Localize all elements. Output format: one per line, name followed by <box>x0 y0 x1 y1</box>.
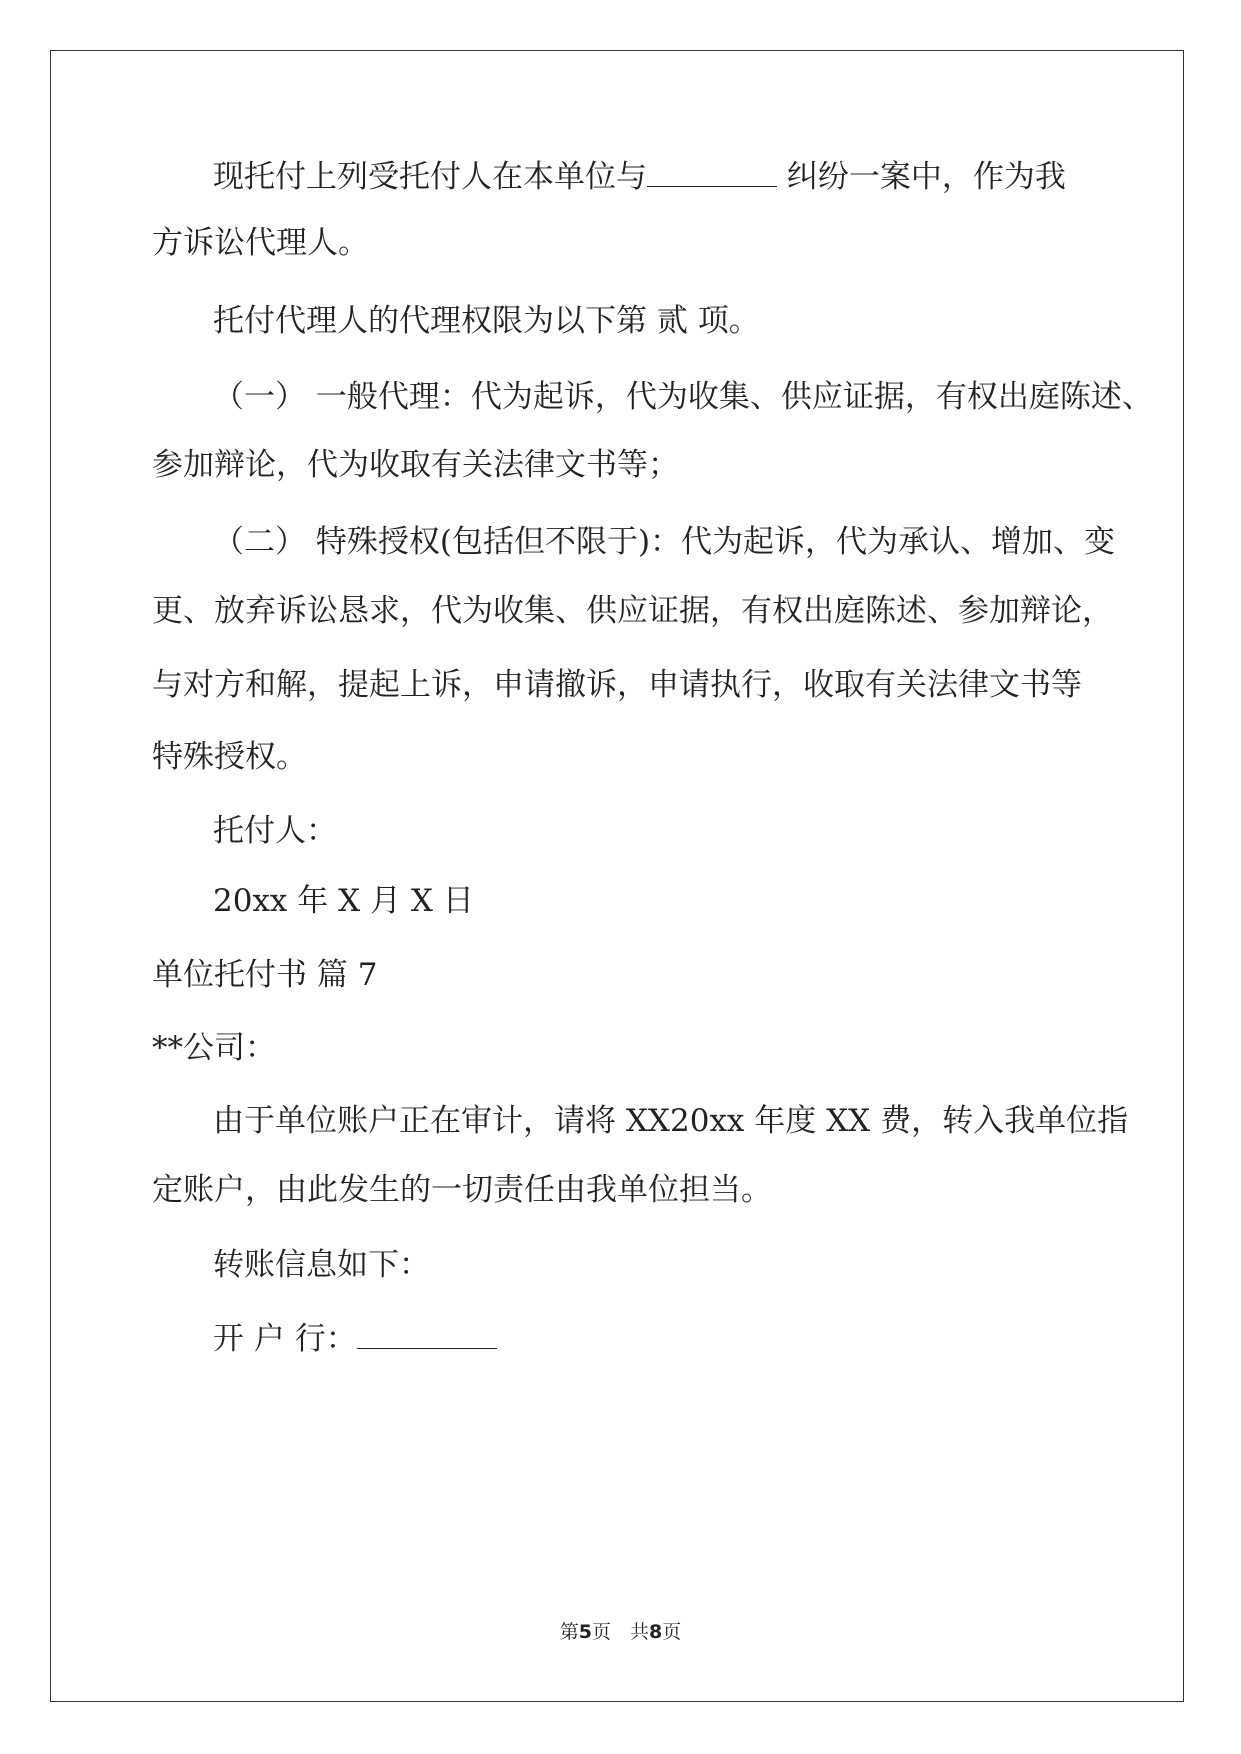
addressee: **公司： <box>152 1030 276 1066</box>
paragraph-1-line-1 <box>213 160 1066 193</box>
section-title: 单位托付书 篇 7 <box>152 957 378 993</box>
page-border <box>50 50 1184 1702</box>
paragraph-1-text-after-blank: 纠纷一案中，作为我 <box>777 159 1066 195</box>
paragraph-1-text-before-blank: 现托付上列受托付人在本单位与 <box>213 159 647 195</box>
case-party-blank <box>647 160 777 187</box>
paragraph-4-line-2: 更、放弃诉讼恳求，代为收集、供应证据，有权出庭陈述、参加辩论， <box>152 593 1113 629</box>
bank-line <box>213 1322 497 1355</box>
page-footer <box>0 1617 1241 1644</box>
footer-suffix: 页 <box>662 1621 682 1643</box>
total-pages-number: 8 <box>649 1621 663 1643</box>
paragraph-4-line-4: 特殊授权。 <box>152 739 307 775</box>
transfer-info-heading: 转账信息如下： <box>213 1247 430 1283</box>
footer-mid: 页 共 <box>591 1621 649 1643</box>
footer-prefix: 第 <box>559 1621 579 1643</box>
paragraph-2: 托付代理人的代理权限为以下第 贰 项。 <box>213 303 760 339</box>
paragraph-1-line-2: 方诉讼代理人。 <box>152 225 369 261</box>
date-line: 20xx 年 X 月 X 日 <box>213 883 474 919</box>
paragraph-5-line-2: 定账户，由此发生的一切责任由我单位担当。 <box>152 1172 772 1208</box>
bank-label: 开 户 行： <box>213 1321 357 1357</box>
paragraph-4-line-1: （二） 特殊授权(包括但不限于)：代为起诉，代为承认、增加、变 <box>213 524 1116 560</box>
bank-blank <box>357 1322 497 1349</box>
paragraph-3-line-2: 参加辩论，代为收取有关法律文书等； <box>152 447 679 483</box>
signer-label: 托付人： <box>213 813 337 849</box>
current-page-number: 5 <box>578 1621 592 1643</box>
paragraph-5-line-1: 由于单位账户正在审计，请将 XX20xx 年度 XX 费，转入我单位指 <box>213 1103 1129 1139</box>
paragraph-3-line-1: （一） 一般代理：代为起诉，代为收集、供应证据，有权出庭陈述、 <box>213 379 1153 415</box>
paragraph-4-line-3: 与对方和解，提起上诉，申请撤诉，申请执行，收取有关法律文书等 <box>152 667 1082 703</box>
